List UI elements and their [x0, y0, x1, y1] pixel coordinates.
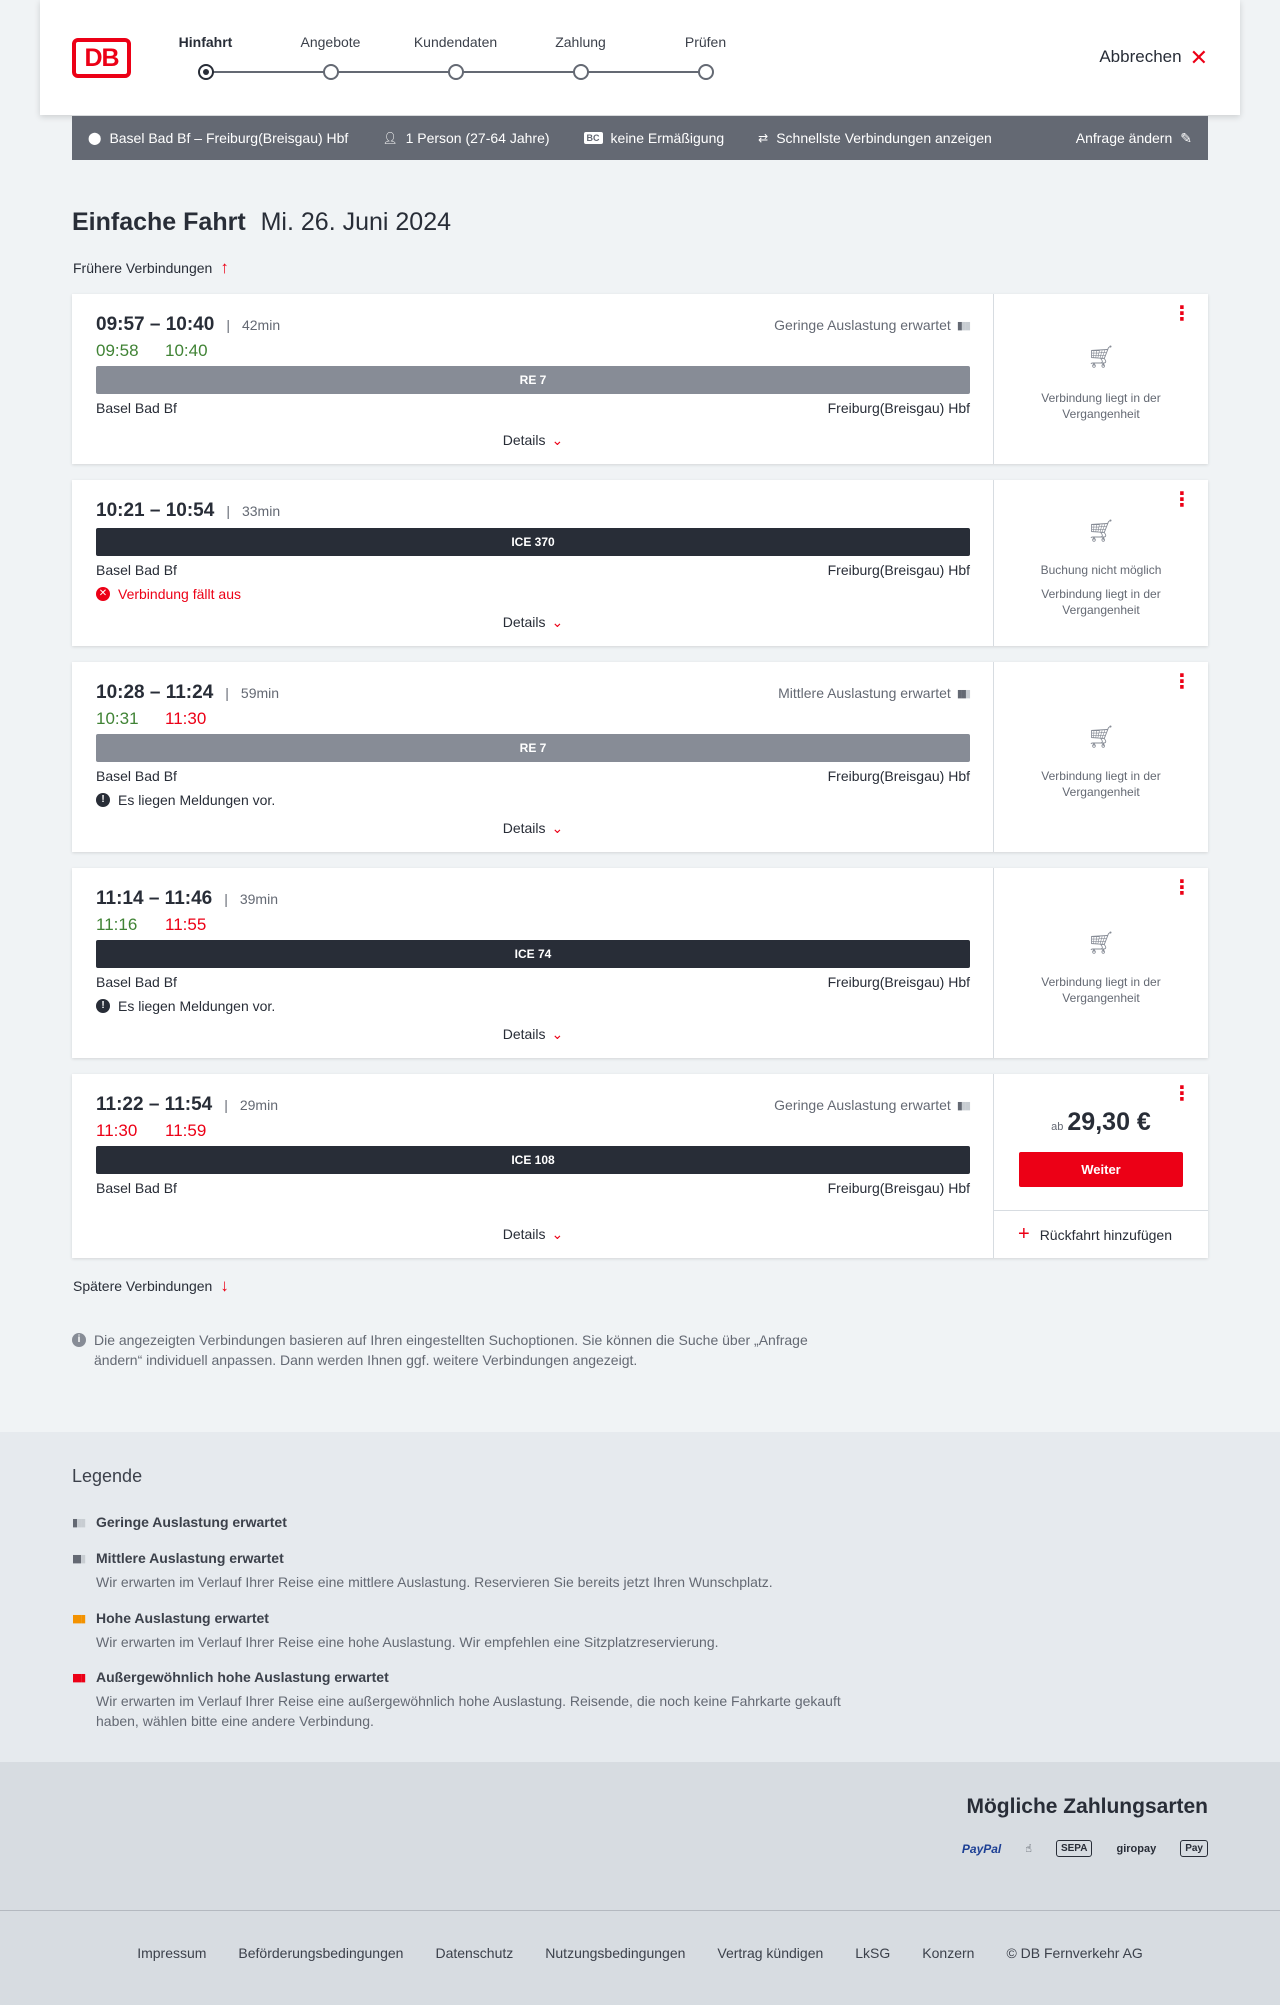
train-bar[interactable]: RE 7 [96, 366, 970, 394]
payment-methods [0, 1762, 1280, 1910]
payment-icons [962, 1840, 1208, 1857]
fastest-text: Schnellste Verbindungen anzeigen [776, 130, 992, 146]
realtime-times [96, 1121, 234, 1141]
step-dot [448, 64, 464, 80]
duration: 33min [241, 503, 281, 519]
person-icon: 👤︎ [382, 131, 398, 145]
details-label: Details [502, 1026, 546, 1042]
location-pin-icon: ⬤ [88, 131, 102, 145]
earlier-label: Frühere Verbindungen [73, 260, 213, 276]
step-zahlung [518, 34, 643, 54]
notice-text: Es liegen Meldungen vor. [118, 998, 276, 1014]
details-toggle[interactable] [72, 820, 994, 837]
connection-card [72, 868, 1208, 1058]
details-toggle[interactable] [72, 614, 994, 631]
planned-times: 10:21 – 10:54 [96, 500, 215, 521]
more-options-icon[interactable]: ⋮ [1172, 1083, 1192, 1105]
cancel-circle-icon: ✕ [96, 587, 110, 601]
realtime-times [96, 709, 234, 729]
side-status-text: Verbindung liegt in der Vergangenheit [1041, 587, 1161, 617]
footer [0, 1910, 1280, 2005]
footer-link-nutzungsbedingungen[interactable]: Nutzungsbedingungen [545, 1945, 686, 1961]
swap-arrows-icon: ⇄ [758, 131, 769, 145]
connection-main [72, 868, 994, 1058]
footer-link-lksg[interactable]: LkSG [855, 1945, 891, 1961]
step-label: Kundendaten [413, 34, 498, 50]
cart-unavailable-icon: 🛒︎ [1087, 518, 1115, 543]
connection-times [96, 1094, 278, 1116]
copyright: © DB Fernverkehr AG [1006, 1945, 1143, 1961]
connection-times [96, 314, 280, 336]
footer-link-datenschutz[interactable]: Datenschutz [435, 1945, 514, 1961]
realtime-arrival: 11:55 [165, 915, 207, 934]
occupancy-text: Geringe Auslastung erwartet [774, 317, 951, 333]
stations [96, 974, 970, 990]
price [994, 1108, 1208, 1137]
realtime-arrival: 11:30 [165, 709, 207, 728]
later-label: Spätere Verbindungen [73, 1278, 213, 1294]
connection-side [994, 1074, 1208, 1258]
origin-station: Basel Bad Bf [96, 974, 177, 990]
header [40, 0, 1240, 115]
occupancy-text: Geringe Auslastung erwartet [774, 1097, 951, 1113]
connection-card [72, 294, 1208, 464]
more-options-icon[interactable]: ⋮ [1172, 303, 1192, 325]
step-kundendaten [393, 34, 518, 54]
occupancy-very-high-icon: ▮▮▮ [72, 1671, 85, 1684]
chevron-down-icon: ⌄ [551, 1226, 564, 1242]
connection-card [72, 1074, 1208, 1258]
paypal-icon: PayPal [961, 1841, 1002, 1856]
legend-item-title: Geringe Auslastung erwartet [96, 1514, 287, 1530]
train-bar[interactable]: ICE 74 [96, 940, 970, 968]
fastest-summary [758, 130, 992, 146]
destination-station: Freiburg(Breisgau) Hbf [827, 768, 970, 784]
realtime-arrival: 10:40 [165, 341, 208, 360]
duration: 39min [239, 891, 278, 907]
progress-stepper [180, 34, 780, 84]
step-dot [323, 64, 339, 80]
occupancy-low-icon: ▮▮▮ [72, 1516, 85, 1529]
passenger-text: 1 Person (27-64 Jahre) [405, 130, 550, 146]
close-icon: ✕ [1189, 44, 1208, 70]
side-status-text: Verbindung liegt in der Vergangenheit [1041, 769, 1161, 799]
step-label: Hinfahrt [178, 34, 233, 50]
legend-item-desc: Wir erwarten im Verlauf Ihrer Reise eine mittlere Auslastung. Reservieren Sie bereits jetzt Ihren Wunschplatz. [96, 1574, 773, 1590]
stations [96, 1180, 970, 1196]
chevron-down-icon: ⌄ [551, 432, 564, 448]
info-icon: i [72, 1333, 86, 1347]
connection-main [72, 1074, 994, 1258]
connection-main [72, 662, 994, 852]
trip-date: Mi. 26. Juni 2024 [260, 208, 452, 236]
realtime-arrival: 11:59 [165, 1121, 207, 1140]
cart-unavailable-icon: 🛒︎ [1087, 724, 1115, 749]
discount-summary [584, 130, 725, 146]
arrow-down-icon: ↓ [220, 1276, 229, 1295]
step-pruefen [643, 34, 768, 54]
price-prefix: ab [1051, 1121, 1064, 1133]
connection-times [96, 682, 279, 704]
legend-item-title: Hohe Auslastung erwartet [96, 1610, 269, 1626]
earlier-connections-link[interactable] [73, 258, 229, 278]
connection-side [994, 480, 1208, 646]
db-logo[interactable]: DB [72, 38, 131, 78]
footer-links [0, 1945, 1280, 1961]
planned-times: 11:22 – 11:54 [96, 1094, 213, 1115]
later-connections-link[interactable] [73, 1276, 229, 1296]
stations [96, 768, 970, 784]
page-title [72, 208, 451, 237]
payment-title: Mögliche Zahlungsarten [966, 1795, 1208, 1818]
origin-station: Basel Bad Bf [96, 400, 177, 416]
legend-title: Legende [72, 1466, 143, 1486]
step-label: Zahlung [555, 34, 606, 50]
footer-link-konzern[interactable]: Konzern [922, 1945, 975, 1961]
details-label: Details [502, 1226, 546, 1242]
connection-side [994, 294, 1208, 464]
train-bar[interactable]: ICE 370 [96, 528, 970, 556]
more-options-icon[interactable]: ⋮ [1172, 671, 1192, 693]
footer-link-impressum[interactable]: Impressum [137, 1945, 207, 1961]
legend-item-medium [72, 1550, 872, 1592]
cart-unavailable-icon: 🛒︎ [1087, 344, 1115, 369]
details-label: Details [502, 820, 546, 836]
train-bar[interactable]: RE 7 [96, 734, 970, 762]
connection-main [72, 294, 994, 464]
occupancy-indicator [774, 317, 969, 333]
pencil-icon: ✎ [1180, 129, 1192, 146]
route-summary [88, 130, 348, 146]
chevron-down-icon: ⌄ [551, 820, 564, 836]
details-label: Details [502, 614, 546, 630]
occupancy-indicator [778, 685, 969, 701]
separator: | [226, 317, 230, 333]
step-label: Angebote [300, 34, 361, 50]
planned-times: 09:57 – 10:40 [96, 314, 215, 335]
occupancy-high-icon: ▮▮▮ [72, 1612, 85, 1625]
realtime-times [96, 341, 234, 361]
trip-type: Einfache Fahrt [72, 208, 246, 236]
footer-link-vertrag-kuendigen[interactable]: Vertrag kündigen [717, 1945, 824, 1961]
sepa-icon: SEPA [1056, 1840, 1093, 1857]
destination-station: Freiburg(Breisgau) Hbf [827, 974, 970, 990]
duration: 29min [239, 1097, 278, 1113]
step-dot [698, 64, 714, 80]
exclamation-icon: ! [96, 999, 110, 1013]
apple-pay-icon: Pay [1180, 1840, 1208, 1857]
price-value: 29,30 € [1067, 1108, 1151, 1136]
chevron-down-icon: ⌄ [551, 614, 564, 630]
change-request-button[interactable] [1076, 130, 1192, 147]
legend-item-title: Außergewöhnlich hohe Auslastung erwartet [96, 1669, 389, 1685]
occupancy-low-icon: ▮▮▮ [956, 319, 969, 332]
train-bar[interactable]: ICE 108 [96, 1146, 970, 1174]
connection-card [72, 480, 1208, 646]
realtime-departure: 11:30 [96, 1121, 138, 1140]
notice-text: Es liegen Meldungen vor. [118, 792, 276, 808]
connection-times [96, 500, 280, 522]
details-label: Details [502, 432, 546, 448]
side-status-text: Verbindung liegt in der Vergangenheit [1041, 975, 1161, 1005]
destination-station: Freiburg(Breisgau) Hbf [827, 1180, 970, 1196]
details-toggle[interactable] [72, 1026, 994, 1043]
planned-times: 11:14 – 11:46 [96, 888, 213, 909]
connection-times [96, 888, 278, 910]
destination-station: Freiburg(Breisgau) Hbf [827, 400, 970, 416]
add-return-label: Rückfahrt hinzufügen [1039, 1226, 1172, 1243]
legend-item-low [72, 1514, 872, 1530]
occupancy-text: Mittlere Auslastung erwartet [778, 685, 951, 701]
arrow-up-icon: ↑ [220, 258, 229, 277]
card-hand-icon: ☝︎ [1025, 1843, 1032, 1855]
realtime-departure: 09:58 [96, 341, 139, 360]
info-text: Die angezeigten Verbindungen basieren auf Ihren eingestellten Suchoptionen. Sie können die Suche über „Anfrage ändern“ individuell anpassen. Dann werden Ihnen ggf. weitere Verbindungen angezeigt. [94, 1332, 808, 1368]
origin-station: Basel Bad Bf [96, 1180, 177, 1196]
occupancy-low-icon: ▮▮▮ [956, 1099, 969, 1112]
legend-item-very-high [72, 1669, 872, 1731]
route-text: Basel Bad Bf – Freiburg(Breisgau) Hbf [109, 130, 349, 146]
step-dot [573, 64, 589, 80]
details-toggle[interactable] [72, 1226, 994, 1243]
destination-station: Freiburg(Breisgau) Hbf [827, 562, 970, 578]
step-angebote [268, 34, 393, 54]
exclamation-icon: ! [96, 793, 110, 807]
legend-item-title: Mittlere Auslastung erwartet [96, 1550, 284, 1566]
giropay-icon: giropay [1116, 1842, 1157, 1855]
legend-item-high [72, 1610, 872, 1652]
change-request-label: Anfrage ändern [1075, 130, 1173, 146]
stations [96, 562, 970, 578]
separator: | [225, 685, 229, 701]
origin-station: Basel Bad Bf [96, 768, 177, 784]
realtime-times [96, 915, 234, 935]
more-options-icon[interactable]: ⋮ [1172, 877, 1192, 899]
message-notice [96, 998, 275, 1014]
realtime-departure: 11:16 [96, 915, 138, 934]
duration: 42min [241, 317, 281, 333]
planned-times: 10:28 – 11:24 [96, 682, 214, 703]
cancel-button[interactable] [1099, 44, 1208, 70]
footer-link-befoerderungsbedingungen[interactable]: Beförderungsbedingungen [238, 1945, 404, 1961]
details-toggle[interactable] [72, 432, 994, 449]
passenger-summary [382, 130, 549, 146]
separator: | [224, 1097, 228, 1113]
search-info [72, 1330, 852, 1370]
connection-card [72, 662, 1208, 852]
occupancy-medium-icon: ▮▮▮ [956, 687, 969, 700]
occupancy-medium-icon: ▮▮▮ [72, 1552, 85, 1565]
duration: 59min [240, 685, 280, 701]
step-hinfahrt[interactable] [143, 34, 268, 54]
bahncard-icon: BC [584, 132, 603, 144]
connection-side [994, 868, 1208, 1058]
cancellation-notice [96, 586, 241, 602]
booking-unavailable-text: Buchung nicht möglich [1040, 563, 1162, 577]
step-label: Prüfen [684, 34, 727, 50]
legend [0, 1432, 1280, 1762]
discount-text: keine Ermäßigung [610, 130, 725, 146]
notice-text: Verbindung fällt aus [118, 586, 241, 602]
side-status-text: Verbindung liegt in der Vergangenheit [1041, 391, 1161, 421]
separator: | [224, 891, 228, 907]
realtime-departure: 10:31 [96, 709, 139, 728]
legend-item-desc: Wir erwarten im Verlauf Ihrer Reise eine außergewöhnlich hohe Auslastung. Reisende, die noch keine Fahrkarte gekauft haben, wählen bitte eine andere Verbindung. [96, 1693, 841, 1729]
step-dot-active [198, 64, 214, 80]
request-summary-bar [72, 116, 1208, 160]
origin-station: Basel Bad Bf [96, 562, 177, 578]
more-options-icon[interactable]: ⋮ [1172, 489, 1192, 511]
cart-unavailable-icon: 🛒︎ [1087, 930, 1115, 955]
chevron-down-icon: ⌄ [551, 1026, 564, 1042]
connection-side [994, 662, 1208, 852]
continue-button[interactable]: Weiter [1019, 1152, 1183, 1187]
connection-main [72, 480, 994, 646]
plus-icon: + [1018, 1223, 1030, 1245]
stations [96, 400, 970, 416]
add-return-trip-button[interactable] [994, 1210, 1208, 1258]
occupancy-indicator [774, 1097, 969, 1113]
separator: | [226, 503, 230, 519]
cancel-label: Abbrechen [1099, 47, 1182, 66]
legend-item-desc: Wir erwarten im Verlauf Ihrer Reise eine hohe Auslastung. Wir empfehlen eine Sitzplatzreservierung. [96, 1634, 719, 1650]
message-notice [96, 792, 275, 808]
